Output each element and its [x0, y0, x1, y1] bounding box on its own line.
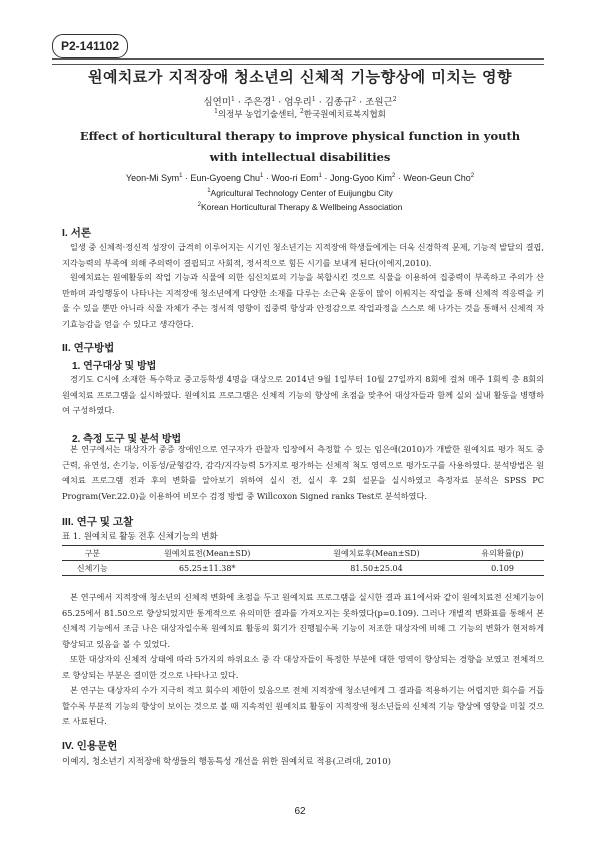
affiliation-line	[0, 199, 600, 213]
subsection-heading: 2. 측정 도구 및 분석 방법	[72, 434, 182, 445]
subsection-heading: 1. 연구대상 및 방법	[72, 361, 157, 372]
author-sup: 2	[470, 173, 475, 179]
affiliations-korean	[0, 108, 600, 120]
table-caption: 표 1. 원예치료 활동 전후 신체기능의 변화	[62, 532, 218, 542]
section-heading-intro: I. 서론	[62, 227, 92, 239]
table-cell: 신체기능	[62, 561, 123, 576]
author: 엄우리	[284, 97, 312, 108]
table-header: 유의확률(p)	[461, 546, 544, 561]
page-number: 62	[294, 806, 306, 817]
paragraph: 또한 대상자의 신체적 상태에 따라 5가지의 하위요소 중 각 대상자들이 특정한 부분에 대한 영역이 향상되는 경향을 보였고 전체적으로 향상되는 부분은 결미한 것으로 나타나고 있다.	[62, 654, 544, 680]
abstract-id-badge: P2-141102	[52, 34, 128, 58]
author: Yeon-Mi Sym	[125, 173, 180, 183]
section-heading-methods: II. 연구방법	[62, 342, 115, 354]
author: 조원근	[365, 97, 393, 108]
affil-sup: 2	[197, 201, 201, 208]
authors-english: Yeon-Mi Sym$^1$ · Eun-Gyoeng Chu$^1$ · Woo-ri Eom$^1$ · Jong-Gyoo Kim$^2$ · Weon-Geun Cho$^2$	[125, 173, 475, 183]
affil-sup: 1	[214, 108, 218, 116]
reference-item: 이예지, 청소년기 지적장애 학생들의 행동특성 개선을 위한 원예치료 적용(고려대, 2010)	[62, 757, 391, 767]
author-sup: 2	[352, 95, 357, 103]
author-sup: 1	[179, 173, 183, 179]
table-cell: 65.25±11.38*	[123, 561, 292, 576]
table-row	[62, 561, 544, 576]
table-header: 구분	[62, 546, 123, 561]
paragraph: 원예치료는 원예활동의 작업 기능과 식물에 의한 심신치료의 기능을 복합시킨 것으로 식물을 이용하여 집중력이 부족하고 주의가 산만하며 과잉행동이 나타나는 지적장애 청소년에게 다양한 소재를 다루는 소근육 운동이 많이 이뤄지는 작업을 통해 신체적 적응력을 키울 수 있을 뿐만 아니라 식물 자체가 주는 정서적 영향이 집중력 향상과 안정감으로 작업과정을 스스로 해 나가는 것을 통해서 신체적 자기효능감을 얻을 수 있다고 생각한다.	[62, 272, 544, 329]
author-sup: 1	[318, 173, 322, 179]
author-sup: 2	[392, 173, 396, 179]
table-header: 원예치료전(Mean±SD)	[123, 546, 292, 561]
title-korean: 원예치료가 지적장애 청소년의 신체적 기능향상에 미치는 영향	[87, 68, 513, 86]
affil-sup: 1	[207, 188, 211, 194]
affiliation: 의정부 농업기술센터,	[217, 110, 300, 120]
affil-sup: 2	[299, 108, 304, 116]
author-sup: 2	[392, 95, 397, 103]
author: 주은경	[243, 97, 272, 108]
author: Eun-Gyoeng Chu	[190, 173, 260, 183]
paragraph: 경기도 C시에 소재한 특수학교 중고등학생 4명을 대상으로 2014년 9월 1일부터 10월 27일까지 8회에 걸쳐 매주 1회씩 총 8회의 원예치료 프로그램을 실시하였다. 원예치료 프로그램은 신체적 기능의 향상에 초점을 맞추어 대상자들과 함께 실외 실내 활동을 병행하여 구성하였다.	[62, 374, 544, 415]
author: Woo-ri Eom	[271, 173, 319, 183]
affiliation: Agricultural Technology Center of Euijungbu City	[210, 187, 393, 198]
author: 심연미	[203, 97, 231, 108]
author-sup: 1	[231, 95, 235, 103]
title-english: Effect of horticultural therapy to improve physical function in youth with intellectual disabilities	[79, 129, 521, 164]
table-header-row	[62, 546, 544, 561]
affiliation: 한국원예치료복지협회	[303, 110, 386, 120]
author: Weon-Geun Cho	[403, 173, 471, 183]
section-heading-references: IV. 인용문헌	[62, 740, 118, 752]
header-rule	[52, 58, 544, 65]
paragraph: 일생 중 신체적·정신적 성장이 급격히 이루어지는 시기인 청소년기는 지적장애 학생들에게는 더욱 신경학적 문제, 기능적 발달의 결핍, 지각능력의 부족에 의해 주의력이 결핍되고 사회적, 정서적으로 힘든 시기를 보내게 된다(이에지,2010).	[62, 242, 544, 268]
author-sup: 1	[271, 95, 276, 103]
author-sup: 1	[259, 173, 264, 179]
section-heading-results: III. 연구 및 고찰	[62, 516, 134, 528]
authors-korean: 심연미$^1$ · 주은경$^1$ · 엄우리$^1$ · 김종규$^2$ · 조원근$^2$	[203, 95, 397, 108]
table-header: 원예치료후(Mean±SD)	[292, 546, 461, 561]
table-cell: 81.50±25.04	[292, 561, 461, 576]
affiliation-line	[0, 185, 600, 199]
table-cell: 0.109	[461, 561, 544, 576]
paragraph: 본 연구는 대상자의 수가 지극히 적고 회수의 제한이 있음으로 전체 지적장애 청소년에게 그 결과를 적용하기는 어렵지만 회수를 거듭할수록 부분적 기능의 향상이 보이는 것으로 볼 때 지속적인 원예치료 활동이 지적장애 청소년들의 신체적 기능 향상에 영향을 미칠 것으로 사료된다.	[62, 685, 544, 726]
author: 김종규	[324, 97, 353, 108]
paragraph: 본 연구에서 지적장애 청소년의 신체적 변화에 초점을 두고 원예치료 프로그램을 실시한 결과 표1에서와 같이 원예치료전 신체기능이 65.25에서 81.50으로 향상되었지만 통계적으로 유의미한 결과를 가져오지는 못하였다(p=0.109). 그러나 개별적 변화표를 통해서 본 신체적 기능에서 조금 나은 대상자일수록 원예치료 활동의 회기가 진행될수록 기능이 저조한 대상자에 비해 그 기능의 변화가 현저하게 향상되고 있음을 볼 수 있었다.	[62, 592, 544, 649]
results-table	[62, 545, 544, 576]
author: Jong-Gyoo Kim	[330, 173, 393, 183]
author-sup: 1	[311, 95, 316, 103]
affiliations-english	[0, 185, 600, 213]
paragraph: 본 연구에서는 대상자가 중증 장애인으로 연구자가 관찰자 입장에서 측정할 수 있는 임은애(2010)가 개발한 원예치료 평가 척도 중 근력, 유연성, 손기능, 이동성/균형감각, 감각/지각능력 5가지로 평가하는 신체적 척도 영역으로 평가도구를 사용하였다. 분석방법은 원예치료 프로그램 전과 후의 변화를 알아보기 위하여 실시 전, 실시 후 2회 설문을 실시하였고 측정자료 분석은 SPSS PC Program(Ver.22.0)을 이용하여 비모수 검정 방법 중 Willcoxon Signed ranks Test로 분석하였다.	[62, 444, 544, 501]
affiliation: Korean Horticultural Therapy & Wellbeing Association	[200, 201, 403, 212]
